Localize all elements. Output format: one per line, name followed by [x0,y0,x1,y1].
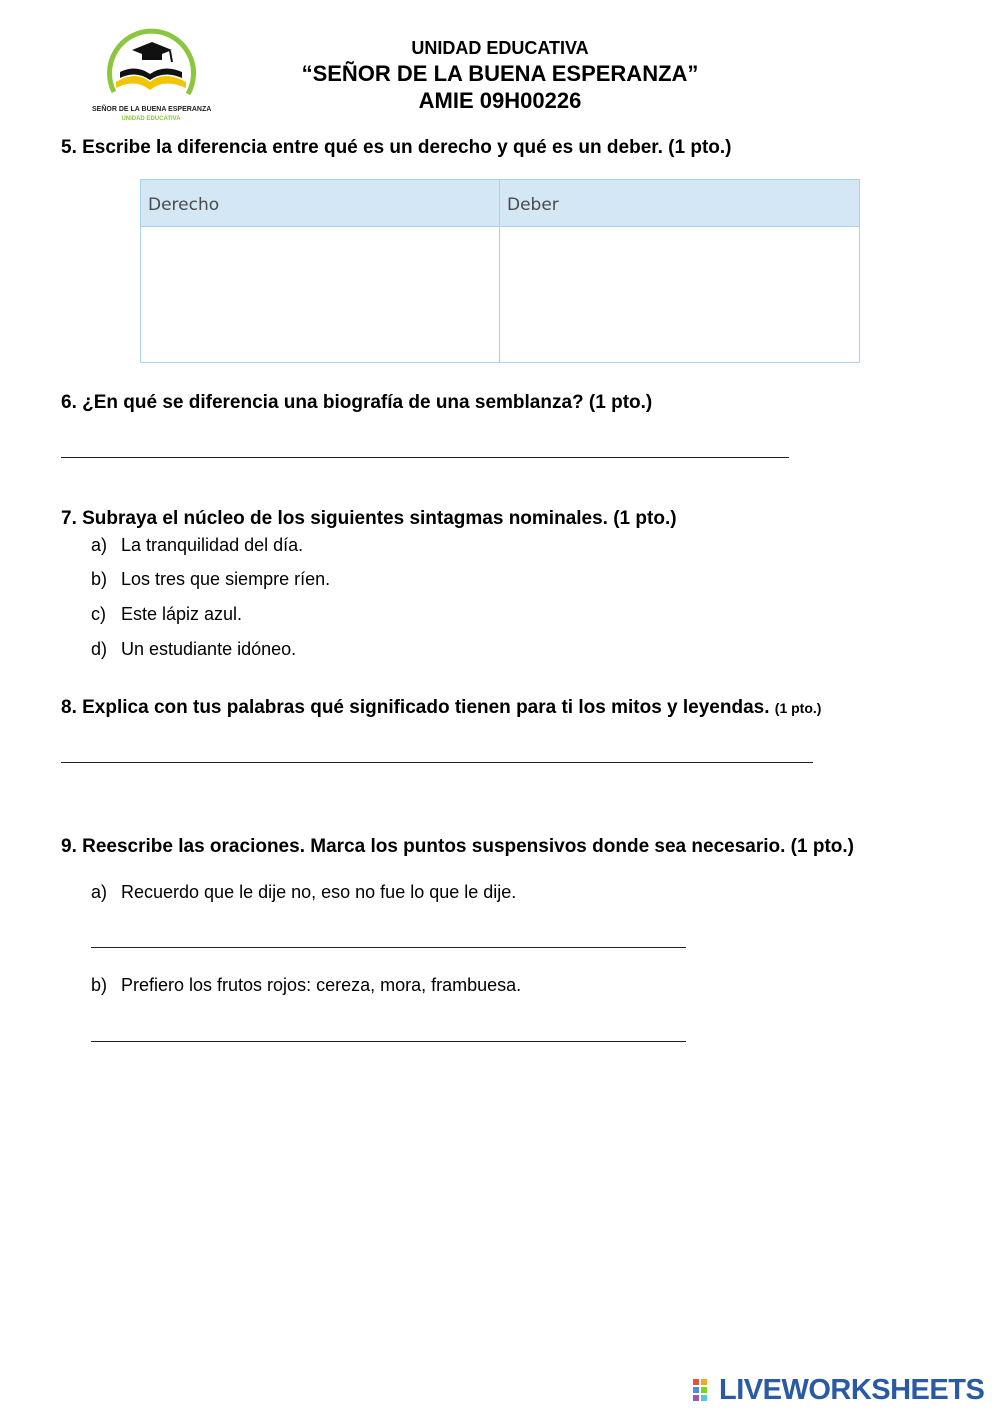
answer-line-9a[interactable] [91,947,686,948]
list-item: b) Los tres que siempre ríen. [91,569,331,589]
list-item: c) Este lápiz azul. [91,604,243,624]
question-5: 5. Escribe la diferencia entre qué es un derecho y qué es un deber. (1 pto.) [61,137,732,158]
column-header-deber: Deber [507,195,559,215]
question-8-points: (1 pto.) [774,700,822,716]
deber-answer-cell[interactable] [501,227,858,361]
list-item: a) La tranquilidad del día. [91,535,304,555]
rights-duties-table [140,179,860,363]
list-item: a) Recuerdo que le dije no, eso no fue lo que le dije. [91,882,517,902]
table-header-row [141,180,859,227]
column-header-derecho: Derecho [148,195,220,215]
question-8: 8. Explica con tus palabras qué significado tienen para ti los mitos y leyendas. (1 pto.) [61,697,822,718]
school-name: “SEÑOR DE LA BUENA ESPERANZA” [301,61,699,86]
derecho-answer-cell[interactable] [141,227,498,361]
school-code: AMIE 09H00226 [418,88,582,113]
question-9: 9. Reescribe las oraciones. Marca los puntos suspensivos donde sea necesario. (1 pto.) [61,836,854,857]
brand-name: LIVEWORKSHEETS [719,1374,985,1406]
list-item: d) Un estudiante idóneo. [91,639,297,659]
logo-subtext: UNIDAD EDUCATIVA [121,116,181,122]
answer-line-9b[interactable] [91,1041,686,1042]
liveworksheets-grid-icon [693,1379,715,1403]
answer-line-8[interactable] [61,762,813,763]
school-type: UNIDAD EDUCATIVA [411,38,589,58]
answer-line-6[interactable] [61,457,789,458]
question-7: 7. Subraya el núcleo de los siguientes sintagmas nominales. (1 pto.) [61,508,677,529]
question-6: 6. ¿En qué se diferencia una biografía de una semblanza? (1 pto.) [61,392,653,413]
logo-text: SEÑOR DE LA BUENA ESPERANZA [92,106,212,113]
list-item: b) Prefiero los frutos rojos: cereza, mora, frambuesa. [91,975,522,995]
